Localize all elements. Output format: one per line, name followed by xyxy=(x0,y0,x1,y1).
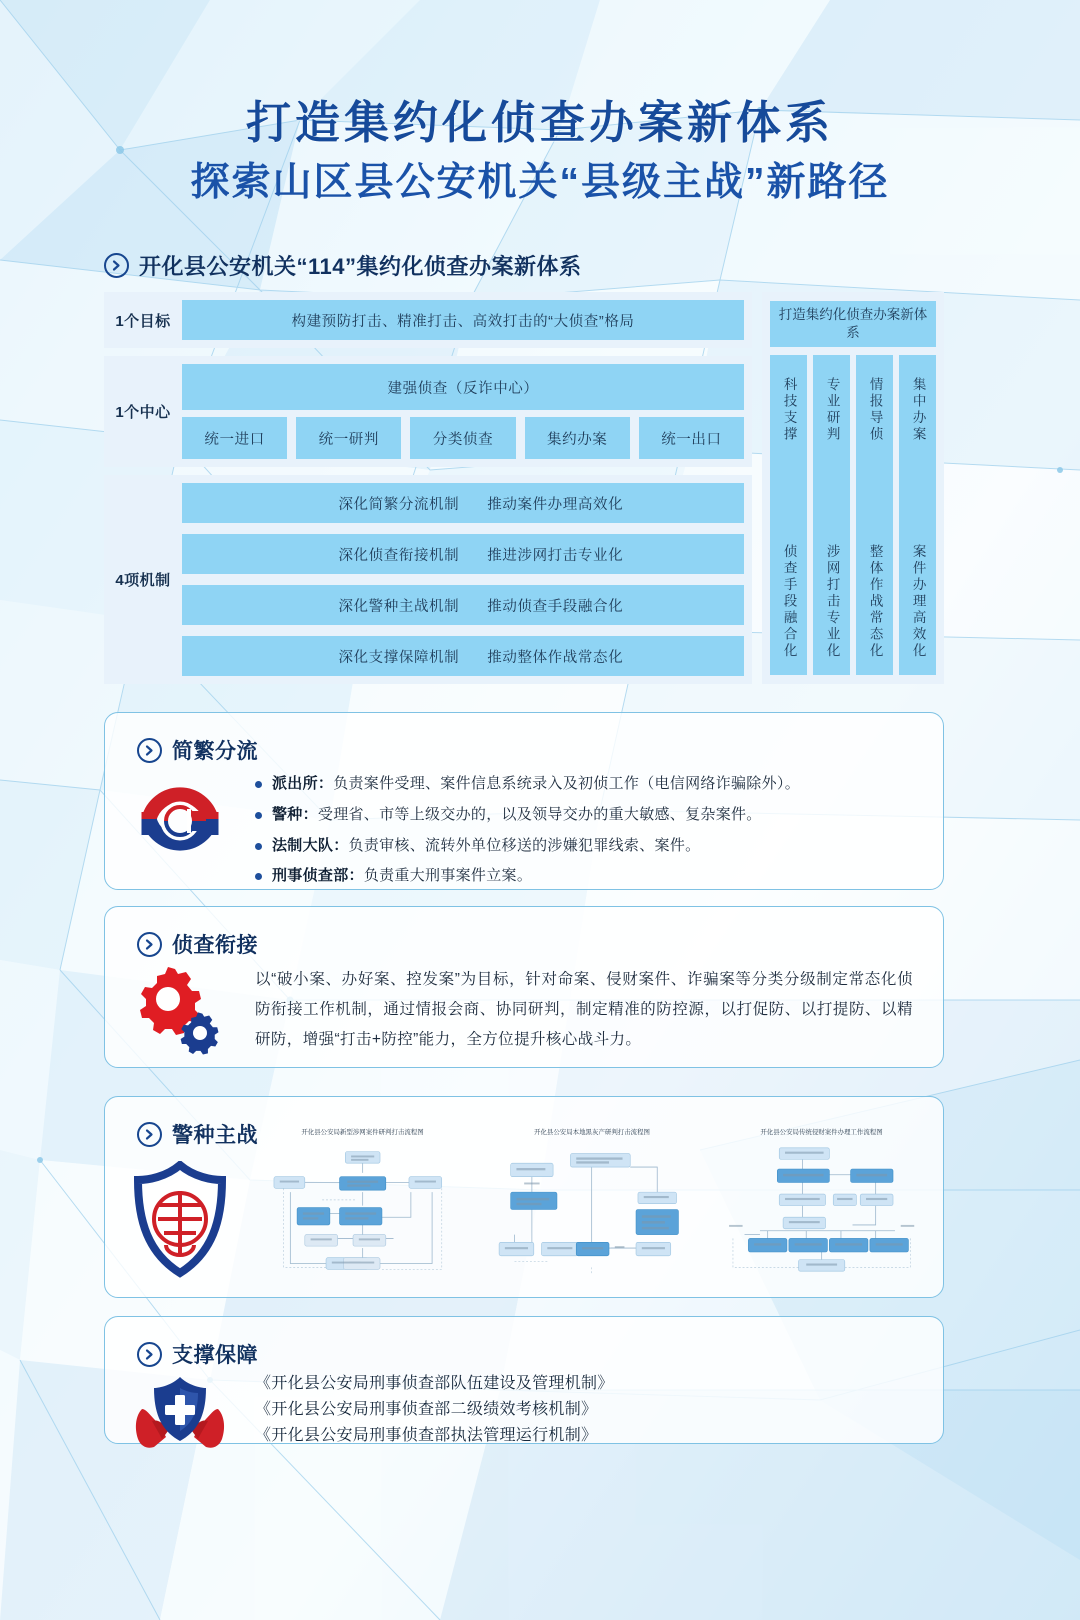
right-panel-col-top: 情报导侦 xyxy=(867,377,883,443)
bullet-list xyxy=(255,771,919,896)
bullet-dot xyxy=(255,812,262,819)
bullet-term: 法制大队： xyxy=(272,836,349,854)
card-heading-zhicheng-baozhang xyxy=(137,1339,258,1369)
right-panel-col-top: 科技支撑 xyxy=(781,377,797,443)
card-heading-jingzhong-zhuzhan xyxy=(137,1119,258,1149)
document-list xyxy=(255,1369,919,1449)
card-heading-label: 警种主战 xyxy=(172,1124,258,1147)
mechanism-left: 深化警种主战机制 xyxy=(182,585,473,625)
right-panel-col-bottom: 涉网打击专业化 xyxy=(824,543,840,659)
framework-diagram xyxy=(104,292,944,684)
card-zhencha-xianjie xyxy=(104,906,944,1068)
framework-row-mechanisms-label: 4项机制 xyxy=(115,572,171,589)
right-panel-col-top: 专业研判 xyxy=(824,377,840,443)
mechanism-right: 推动整体作战常态化 xyxy=(473,636,744,676)
magnet-icon xyxy=(137,775,223,863)
card-zhicheng-baozhang xyxy=(104,1316,944,1444)
flowchart-title: 开化县公安局本地黑灰产研判打击流程图 xyxy=(534,1128,650,1136)
card-heading-label: 支撑保障 xyxy=(172,1344,258,1367)
center-item: 统一进口 xyxy=(182,417,287,459)
list-item xyxy=(255,835,919,857)
center-item: 分类侦查 xyxy=(410,417,515,459)
page-subtitle: 探索山区县公安机关“县级主战”新路径 xyxy=(190,160,890,204)
flowchart-item xyxy=(484,1127,699,1279)
list-item xyxy=(255,804,919,826)
right-panel-title: 打造集约化侦查办案新体系 xyxy=(770,301,936,347)
flowchart-item xyxy=(255,1127,470,1279)
flowchart-diagram-3 xyxy=(714,1142,929,1277)
mechanism-left: 深化侦查衔接机制 xyxy=(182,534,473,574)
chevron-right-icon xyxy=(104,253,129,278)
bullet-text: 负责案件受理、案件信息系统录入及初侦工作（电信网络诈骗除外）。 xyxy=(333,775,801,792)
center-item: 统一出口 xyxy=(639,417,744,459)
framework-row-center xyxy=(104,356,752,467)
right-panel-column xyxy=(770,355,807,675)
bullet-term: 刑事侦查部： xyxy=(272,867,364,885)
bullet-term: 警种： xyxy=(272,805,318,823)
card-jingzhong-zhuzhan xyxy=(104,1096,944,1298)
framework-row-goal-label: 1个目标 xyxy=(115,312,171,330)
center-item: 集约办案 xyxy=(525,417,630,459)
chevron-right-icon xyxy=(137,932,162,957)
right-panel-col-bottom: 案件办理高效化 xyxy=(910,543,926,659)
right-panel-column xyxy=(813,355,850,675)
section-heading-framework xyxy=(104,250,582,281)
mechanism-left: 深化简繁分流机制 xyxy=(182,483,473,523)
right-panel-col-top: 集中办案 xyxy=(910,377,926,443)
framework-left-column xyxy=(104,292,752,684)
flowchart-diagram-1 xyxy=(255,1142,470,1277)
framework-right-panel xyxy=(762,292,944,684)
magnet-icon-wrapper xyxy=(105,771,255,896)
bullet-text: 受理省、市等上级交办的，以及领导交办的重大敏感、复杂案件。 xyxy=(317,805,762,823)
flowchart-title: 开化县公安局传统侵财案件办理工作流程图 xyxy=(760,1128,883,1136)
bullet-text: 负责审核、流转外单位移送的涉嫌犯罪线索、案件。 xyxy=(348,836,701,854)
center-items-row xyxy=(182,417,744,459)
mechanism-row xyxy=(182,534,744,574)
mechanism-right: 推动案件办理高效化 xyxy=(473,483,744,523)
shield-hands-icon-wrapper xyxy=(105,1369,255,1449)
bullet-text: 负责重大刑事案件立案。 xyxy=(363,867,533,885)
right-panel-columns xyxy=(770,355,936,675)
card-heading-zhencha-xianjie xyxy=(137,929,258,959)
flowchart-gallery xyxy=(255,1121,929,1279)
chevron-right-icon xyxy=(137,738,162,763)
bullet-dot xyxy=(255,873,262,880)
list-item xyxy=(255,865,919,887)
card-paragraph: 以“破小案、办好案、控发案”为目标，针对命案、侵财案件、诈骗案等分类分级制定常态化侦防衔接工作机制，通过情报会商、协同研判，制定精准的防控源，以打促防、以打提防、以精研防，增强“打击+防控”能力，全方位提升核心战斗力。 xyxy=(255,971,913,1048)
mechanism-row xyxy=(182,483,744,523)
chevron-right-icon xyxy=(137,1122,162,1147)
flowchart-diagram-2 xyxy=(484,1142,699,1277)
police-shield-icon xyxy=(130,1161,230,1279)
document-line: 《开化县公安局刑事侦查部执法管理运行机制》 xyxy=(255,1426,598,1444)
center-main-bar: 建强侦查（反诈中心） xyxy=(182,364,744,410)
flowchart-title: 开化县公安局新型涉网案件研判打击流程图 xyxy=(301,1128,424,1136)
framework-row-goal xyxy=(104,292,752,348)
right-panel-col-bottom: 侦查手段融合化 xyxy=(781,543,797,659)
framework-row-mechanisms xyxy=(104,475,752,684)
mechanism-right: 推动侦查手段融合化 xyxy=(473,585,744,625)
mechanism-right: 推进涉网打击专业化 xyxy=(473,534,744,574)
flowchart-item xyxy=(714,1127,929,1279)
page-title: 打造集约化侦查办案新体系 xyxy=(245,97,834,148)
card-heading-label: 侦查衔接 xyxy=(172,934,258,957)
chevron-right-icon xyxy=(137,1342,162,1367)
card-heading-jianfan-fenliu xyxy=(137,735,258,765)
goal-bar: 构建预防打击、精准打击、高效打击的“大侦查”格局 xyxy=(182,300,744,340)
center-item: 统一研判 xyxy=(296,417,401,459)
bullet-term: 派出所： xyxy=(272,775,334,792)
card-jianfan-fenliu xyxy=(104,712,944,890)
mechanism-left: 深化支撑保障机制 xyxy=(182,636,473,676)
right-panel-column xyxy=(899,355,936,675)
section-heading-label: 开化县公安机关“114”集约化侦查办案新体系 xyxy=(139,254,582,279)
mechanism-row xyxy=(182,636,744,676)
list-item xyxy=(255,773,919,795)
card-heading-label: 简繁分流 xyxy=(172,740,258,763)
bullet-dot xyxy=(255,843,262,850)
right-panel-column xyxy=(856,355,893,675)
mechanism-row xyxy=(182,585,744,625)
page-title-block xyxy=(0,0,1080,210)
framework-row-center-label: 1个中心 xyxy=(115,404,171,421)
document-line: 《开化县公安局刑事侦查部队伍建设及管理机制》 xyxy=(255,1375,614,1392)
shield-hands-icon xyxy=(132,1375,228,1449)
gears-icon-wrapper xyxy=(105,965,255,1057)
gears-icon xyxy=(134,965,226,1057)
document-line: 《开化县公安局刑事侦查部二级绩效考核机制》 xyxy=(255,1400,598,1418)
right-panel-col-bottom: 整体作战常态化 xyxy=(867,543,883,659)
bullet-dot xyxy=(255,781,262,788)
